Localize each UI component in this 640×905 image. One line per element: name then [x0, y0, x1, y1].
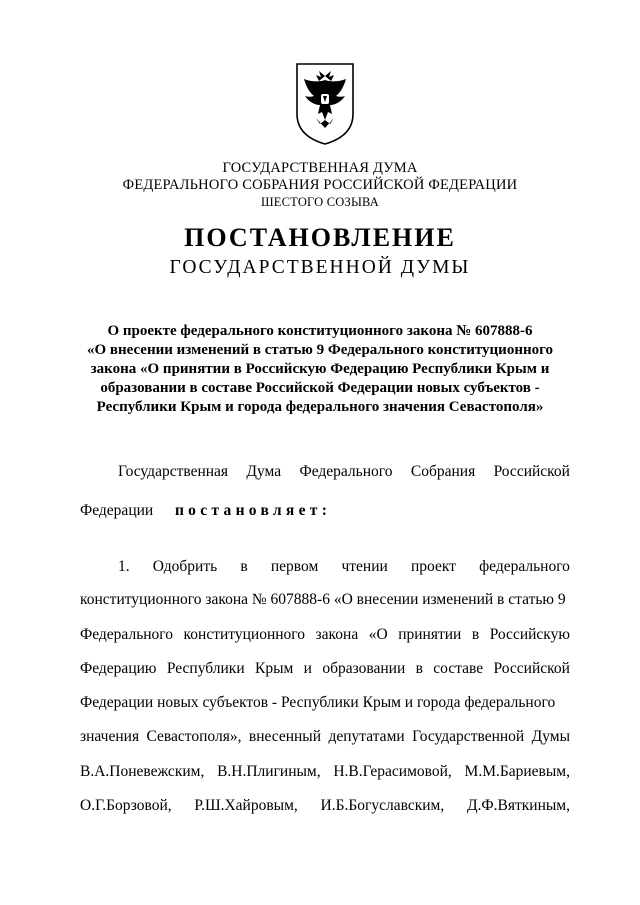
document-subtitle: ГОСУДАРСТВЕННОЙ ДУМЫ — [169, 257, 471, 278]
clause-line — [80, 762, 570, 781]
word: Республики — [166, 660, 245, 677]
word: и — [303, 660, 312, 677]
word: Крым — [254, 660, 294, 677]
word: Государственная — [118, 463, 229, 480]
word: принятии — [398, 626, 462, 643]
deputy-name: М.М.Бариевым, — [464, 763, 570, 780]
word: федерального — [479, 558, 570, 575]
clause-line — [80, 659, 570, 678]
word: внесенный — [248, 728, 322, 745]
deputy-name: Д.Ф.Вяткиным, — [466, 797, 570, 814]
subject-line: Республики Крым и города федерального значения Севастополя» — [96, 399, 544, 415]
clause-line: конституционного закона № 607888-6 «О внесении изменений в статью 9 — [80, 591, 566, 608]
subject-line: образовании в составе Российской Федерации новых субъектов - — [100, 380, 540, 396]
word: в — [471, 626, 480, 643]
word: чтении — [341, 558, 388, 575]
word: первом — [270, 558, 319, 575]
decision-verb: постановляет: — [174, 502, 332, 519]
word: Федерального — [80, 626, 174, 643]
organization-name: ГОСУДАРСТВЕННАЯ ДУМА — [222, 160, 418, 176]
word: Думы — [531, 728, 570, 745]
preamble-line — [80, 501, 570, 520]
word: Российской — [493, 660, 570, 677]
organization-subname: ФЕДЕРАЛЬНОГО СОБРАНИЯ РОССИЙСКОЙ ФЕДЕРАЦИИ — [122, 177, 518, 193]
word: Собрания — [410, 463, 476, 480]
word: Российской — [493, 463, 570, 480]
word: в — [415, 660, 423, 677]
convocation: ШЕСТОГО СОЗЫВА — [260, 195, 380, 209]
deputy-name: О.Г.Борзовой, — [80, 797, 172, 814]
word: Федерации — [80, 502, 154, 519]
preamble-line — [118, 462, 570, 481]
word: составе — [433, 660, 484, 677]
deputy-name: И.Б.Богуславским, — [320, 797, 445, 814]
deputy-name: Н.В.Герасимовой, — [333, 763, 452, 780]
subject-line: закона «О принятии в Российскую Федерацию Республики Крым и — [90, 361, 550, 377]
word: Севастополя», — [146, 728, 242, 745]
clause-line — [80, 727, 570, 746]
clause-line — [80, 625, 570, 644]
clause-line — [80, 796, 570, 815]
word: конституционного — [183, 626, 306, 643]
clause-line: Федерации новых субъектов - Республики Крым и города федерального — [80, 694, 556, 711]
word: Российскую — [489, 626, 570, 643]
word: Дума — [246, 463, 282, 480]
word: Федерального — [299, 463, 393, 480]
document-title: ПОСТАНОВЛЕНИЕ — [184, 223, 456, 252]
clause-number: 1. — [118, 558, 130, 575]
word: закона — [315, 626, 359, 643]
word: проект — [410, 558, 456, 575]
word: «О — [368, 626, 388, 643]
state-emblem-icon — [294, 62, 356, 146]
clause-line — [118, 557, 570, 576]
deputy-name: В.А.Поневежским, — [80, 763, 205, 780]
word: значения — [80, 728, 140, 745]
deputy-name: В.Н.Плигиным, — [217, 763, 321, 780]
subject-line: О проекте федерального конституционного закона № 607888-6 — [107, 323, 533, 339]
word: Государственной — [412, 728, 525, 745]
word: депутатами — [328, 728, 405, 745]
word: Федерацию — [80, 660, 157, 677]
word: в — [240, 558, 248, 575]
subject-line: «О внесении изменений в статью 9 Федерального конституционного — [86, 342, 554, 358]
word: образовании — [322, 660, 406, 677]
deputy-name: Р.Ш.Хайровым, — [194, 797, 298, 814]
word: Одобрить — [152, 558, 218, 575]
